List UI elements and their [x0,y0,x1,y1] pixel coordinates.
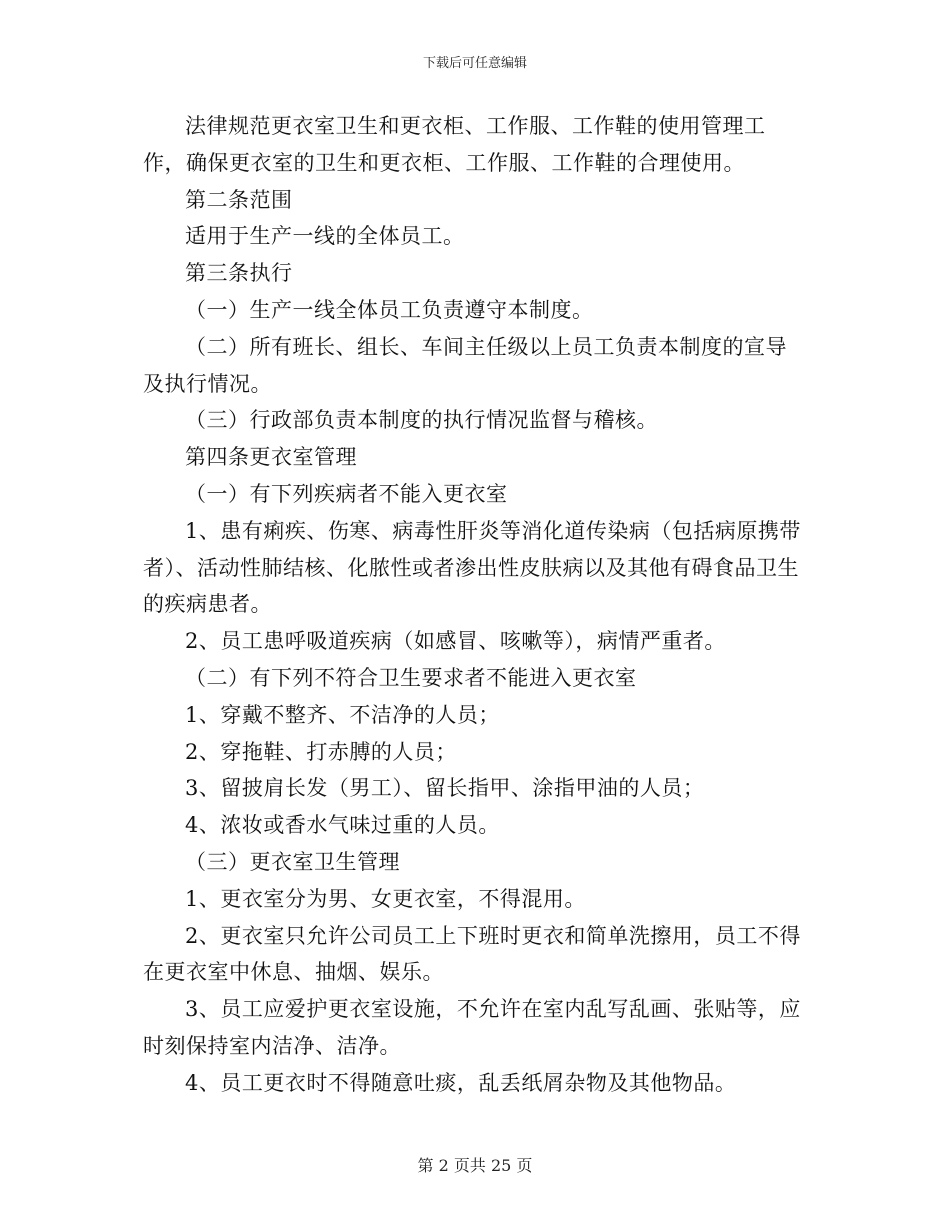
list-item: 2、穿拖鞋、打赤膊的人员； [185,739,457,764]
paragraph: （一）生产一线全体员工负责遵守本制度。 [185,297,594,322]
paragraph: 法律规范更衣室卫生和更衣柜、工作服、工作鞋的使用管理工作，确保更衣室的卫生和更衣柜、工作服、工作鞋的合理使用。 [143,114,766,175]
list-item: 1、患有痢疾、伤寒、病毒性肝炎等消化道传染病（包括病原携带者）、活动性肺结核、化脓性或者渗出性皮肤病以及其他有碍食品卫生的疾病患者。 [143,518,801,617]
paragraph: （三）行政部负责本制度的执行情况监督与稽核。 [185,408,658,433]
paragraph: （二）所有班长、组长、车间主任级以上员工负责本制度的宣导及执行情况。 [143,334,787,396]
subsection-heading: （三）更衣室卫生管理 [185,849,400,874]
list-item: 4、员工更衣时不得随意吐痰，乱丢纸屑杂物及其他物品。 [185,1070,737,1095]
subsection-heading: （二）有下列不符合卫生要求者不能进入更衣室 [185,665,637,690]
list-item: 1、更衣室分为男、女更衣室，不得混用。 [185,886,586,911]
document-body [143,108,807,1102]
list-item: 2、更衣室只允许公司员工上下班时更衣和简单洗擦用，员工不得在更衣室中休息、抽烟、娱乐。 [143,923,801,985]
section-heading: 第二条范围 [185,187,293,212]
section-heading: 第四条更衣室管理 [185,445,357,470]
list-item: 1、穿戴不整齐、不洁净的人员； [185,702,500,727]
page-header: 下载后可任意编辑 [422,56,527,71]
list-item: 3、员工应爱护更衣室设施，不允许在室内乱写乱画、张贴等，应时刻保持室内洁净、洁净。 [143,997,801,1058]
list-item: 4、浓妆或香水气味过重的人员。 [185,813,500,838]
list-item: 2、员工患呼吸道疾病（如感冒、咳嗽等），病情严重者。 [185,629,726,654]
list-item: 3、留披肩长发（男工）、留长指甲、涂指甲油的人员； [185,776,705,801]
section-heading: 第三条执行 [185,261,293,286]
subsection-heading: （一）有下列疾病者不能入更衣室 [185,481,508,506]
page-footer: 第 2 页共 25 页 [417,1156,533,1175]
paragraph: 适用于生产一线的全体员工。 [185,224,465,249]
